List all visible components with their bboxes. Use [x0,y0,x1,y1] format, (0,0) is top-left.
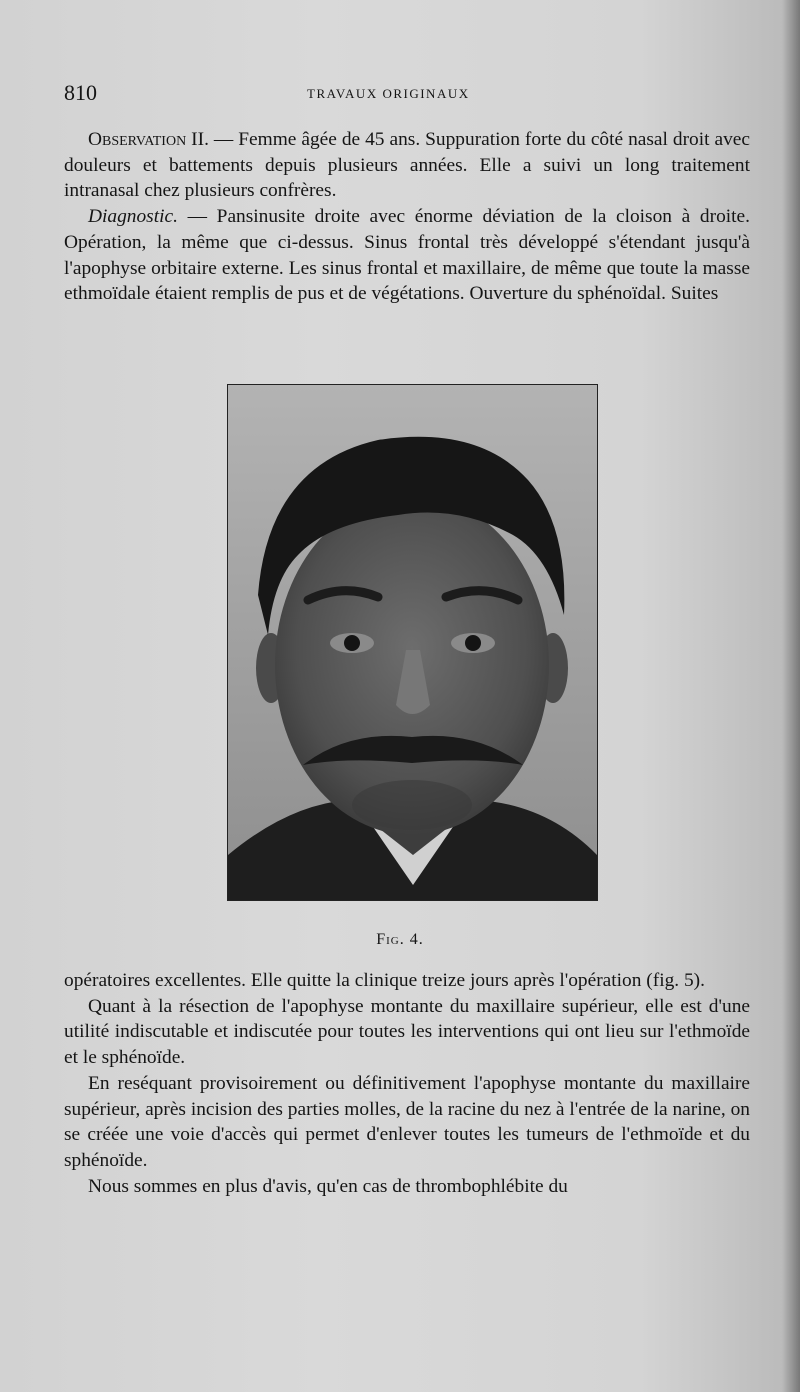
figure-caption [0,931,800,949]
portrait-illustration [228,385,597,900]
observation-text: — Femme âgée de 45 ans. Suppuration forte du côté nasal droit avec douleurs et battements depuis plusieurs années. Elle a suivi un long traitement intranasal chez plusieurs confrères. [64,129,750,202]
diagnostic-continuation: opératoires excellentes. Elle quitte la clinique treize jours après l'opération (fig. 5). [64,970,705,991]
text-block-top [64,127,750,307]
running-head: TRAVAUX ORIGINAUX [307,86,470,101]
diagnostic-text: — Pansinusite droite avec énorme déviation de la cloison à droite. Opération, la même que ci-dessus. Sinus frontal très développé s'étendant jusqu'à l'apophyse orbitaire externe. Les sinus frontal et maxillaire, de même que toute la masse ethmoïdale étaient remplis de pus et de végétations. Ouverture du sphénoïdal. Suites [64,206,750,305]
right-pupil [465,635,481,651]
page-header [64,80,754,106]
observation-paragraph [64,127,750,204]
chin [352,780,472,830]
left-pupil [344,635,360,651]
page-number: 810 [64,80,97,105]
observation-label: Observation II. [88,129,209,150]
text-block-bottom [64,968,750,1199]
figure-caption-text: Fig. 4. [376,931,424,948]
diagnostic-paragraph [64,204,750,307]
page-edge-shadow [782,0,800,1392]
paragraph-thrombophlebite: Nous sommes en plus d'avis, qu'en cas de thrombophlébite du [88,1175,568,1197]
paragraph-reseqant: En reséquant provisoirement ou définitivement l'apophyse montante du maxillaire supérieur, après incision des parties molles, de la racine du nez à l'entrée de la narine, on se créée une voie d'accès qui permet d'enlever toutes les tumeurs de l'ethmoïde et du sphénoïde. [64,1072,750,1171]
paragraph-resection: Quant à la résection de l'apophyse montante du maxillaire supérieur, elle est d'une utilité indiscutable et indiscutée pour toutes les interventions qui ont lieu sur l'ethmoïde et le sphénoïde. [64,995,750,1069]
portrait-photograph [227,384,598,901]
diagnostic-label: Diagnostic. [88,206,178,228]
